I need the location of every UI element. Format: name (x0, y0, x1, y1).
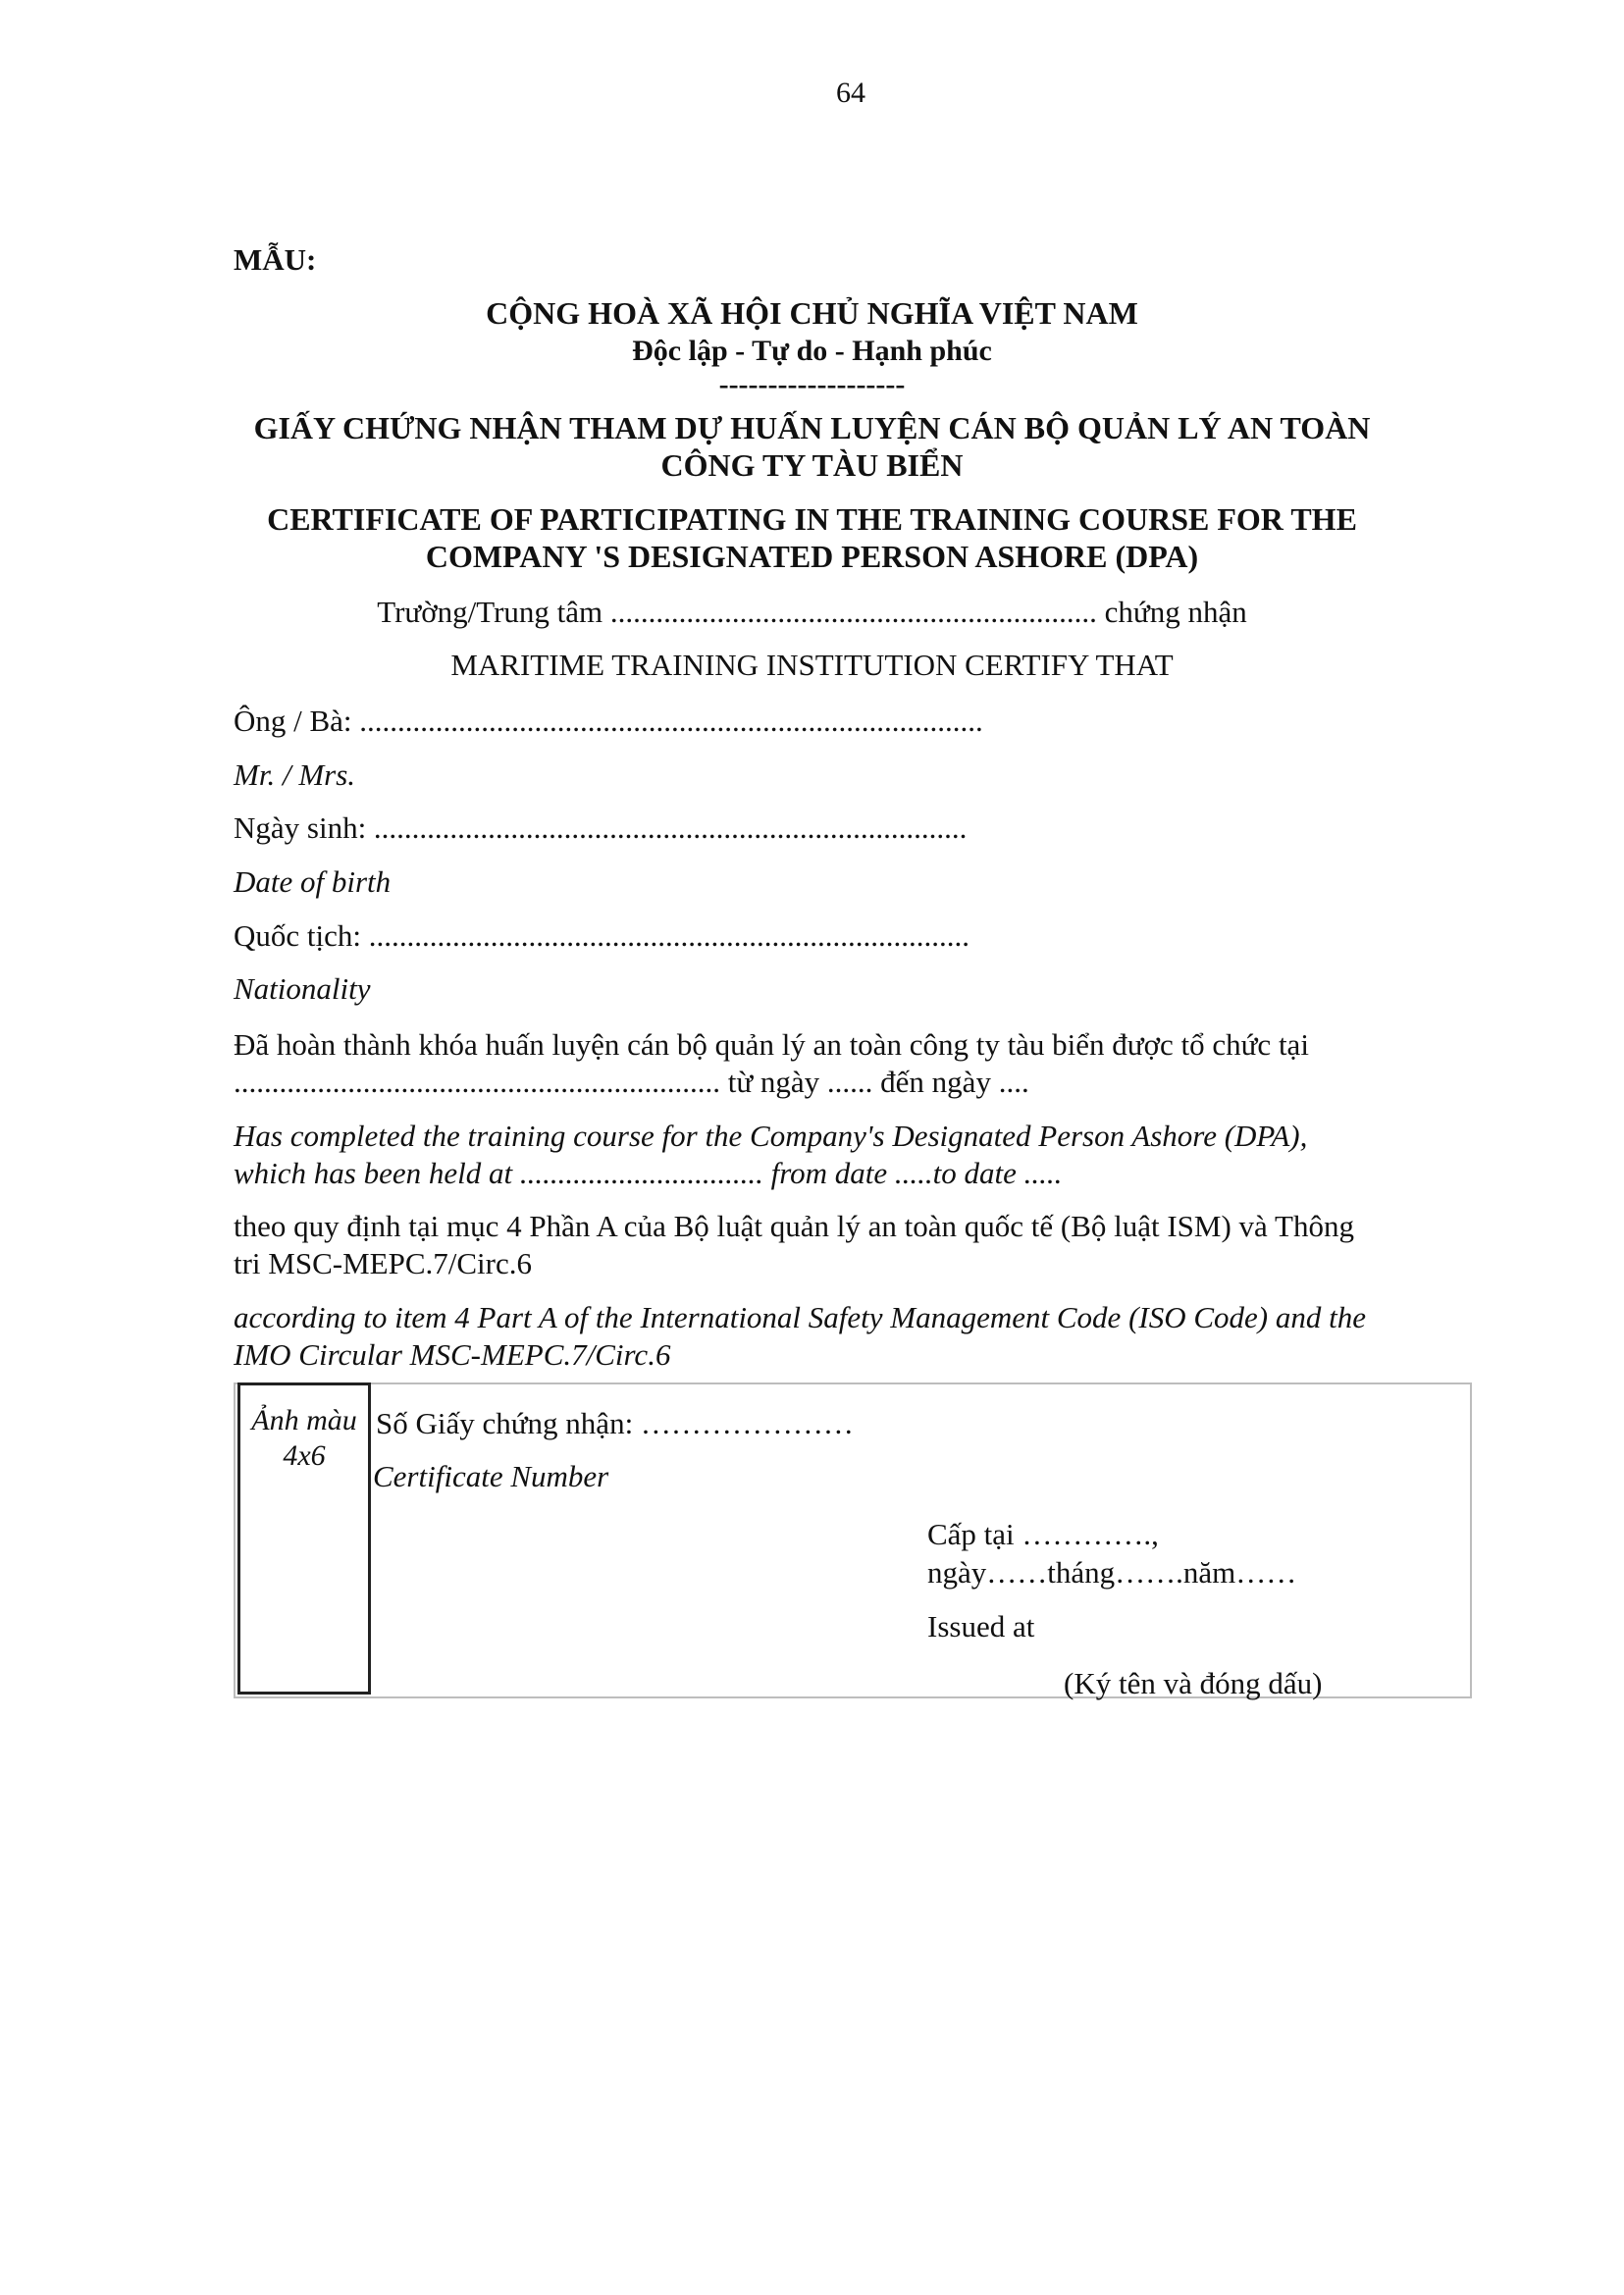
photo-label-line2: 4x6 (283, 1439, 326, 1472)
signature-note: (Ký tên và đóng dấu) (1064, 1666, 1323, 1700)
institution-vi: Trường/Trung tâm ................................................................ chứng nhận (377, 595, 1247, 629)
title-en-line2: COMPANY 'S DESIGNATED PERSON ASHORE (DPA) (425, 539, 1199, 574)
country-name: CỘNG HOÀ XÃ HỘI CHỦ NGHĨA VIỆT NAM (486, 295, 1138, 331)
issued-place: Cấp tại …………., (927, 1517, 1159, 1551)
title-vi-line1: GIẤY CHỨNG NHẬN THAM DỰ HUẤN LUYỆN CÁN BỘ QUẢN LÝ AN TOÀN (253, 410, 1371, 445)
regulation-vi-line2: tri MSC-MEPC.7/Circ.6 (234, 1246, 533, 1280)
completion-vi-line1: Đã hoàn thành khóa huấn luyện cán bộ quản lý an toàn công ty tàu biển được tổ chức tại (234, 1027, 1309, 1062)
header-separator: ------------------- (718, 368, 906, 400)
sample-label: MẪU: (234, 242, 317, 277)
name-field-en: Mr. / Mrs. (234, 757, 356, 792)
institution-en: MARITIME TRAINING INSTITUTION CERTIFY THAT (450, 648, 1174, 682)
regulation-en-line1: according to item 4 Part A of the International Safety Management Code (ISO Code) and the (234, 1300, 1366, 1334)
completion-en-line2: which has been held at ................................ from date .....to date ..... (234, 1156, 1063, 1190)
regulation-vi-line1: theo quy định tại mục 4 Phần A của Bộ luật quản lý an toàn quốc tế (Bộ luật ISM) và Thông (234, 1209, 1354, 1243)
certificate-number: Số Giấy chứng nhận: ………………… (376, 1406, 854, 1440)
certificate-number-en: Certificate Number (373, 1459, 609, 1493)
page-number: 64 (836, 77, 865, 109)
title-vi-line2: CÔNG TY TÀU BIỂN (660, 447, 964, 483)
dob-field-en: Date of birth (234, 864, 392, 899)
dob-field: Ngày sinh: .............................................................................. (234, 810, 968, 845)
nationality-field-en: Nationality (234, 971, 371, 1006)
completion-vi-line2: ................................................................ từ ngày ...... đến ngày .... (234, 1065, 1029, 1099)
nationality-field: Quốc tịch: ............................................................................... (234, 918, 969, 953)
photo-label-line1: Ảnh màu (251, 1404, 357, 1436)
photo-placeholder (237, 1382, 371, 1695)
national-motto: Độc lập - Tự do - Hạnh phúc (632, 335, 992, 367)
completion-en-line1: Has completed the training course for the Company's Designated Person Ashore (DPA), (234, 1119, 1308, 1153)
name-field: Ông / Bà: .................................................................................. (234, 704, 983, 738)
issued-date: ngày……tháng…….năm…… (927, 1555, 1297, 1590)
regulation-en-line2: IMO Circular MSC-MEPC.7/Circ.6 (234, 1337, 671, 1372)
issued-at-en: Issued at (927, 1609, 1035, 1643)
title-en-line1: CERTIFICATE OF PARTICIPATING IN THE TRAINING COURSE FOR THE (267, 501, 1357, 537)
